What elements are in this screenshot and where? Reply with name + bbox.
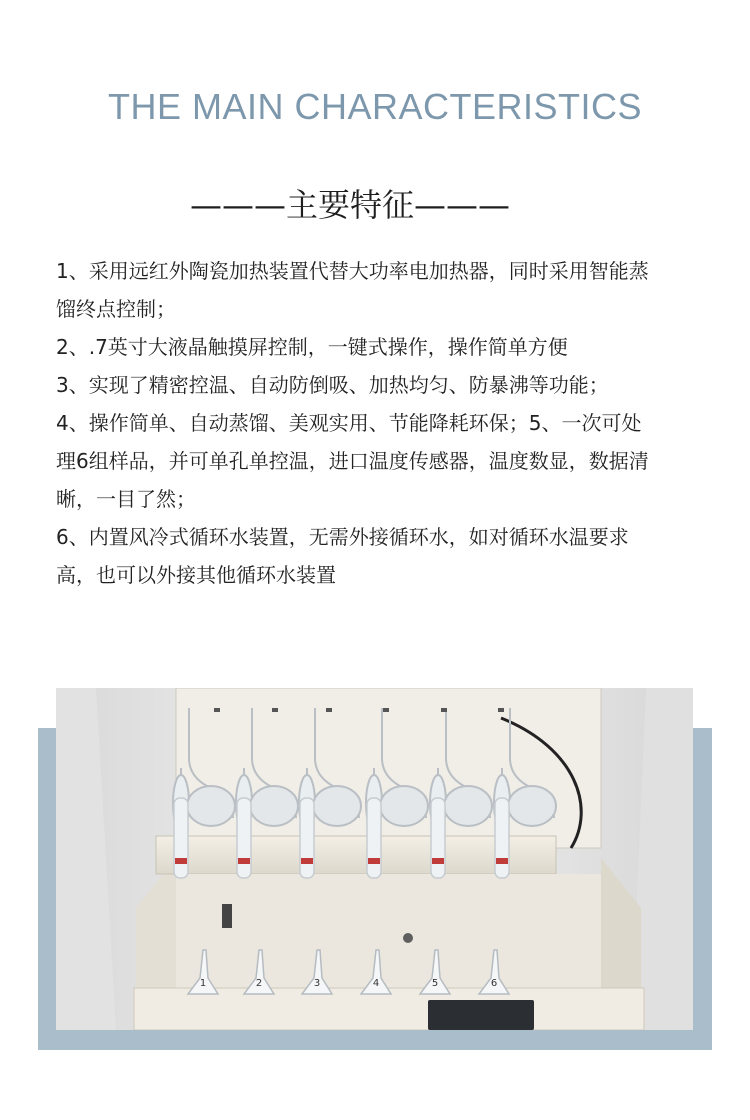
product-photo (56, 688, 693, 1030)
flask-label: 3 (313, 978, 321, 989)
title-cn: ———主要特征——— (189, 186, 510, 224)
feature-list (56, 252, 656, 594)
distillation-apparatus-illustration (56, 688, 693, 1030)
flask-label: 4 (372, 978, 380, 989)
flask-label: 5 (431, 978, 439, 989)
feature-item: 4、操作简单、自动蒸馏、美观实用、节能降耗环保；5、一次可处理6组样品，并可单孔单控温，进口温度传感器，温度数显，数据清晰，一目了然； (56, 411, 649, 511)
feature-item: 2、.7英寸大液晶触摸屏控制，一键式操作，操作简单方便 (56, 335, 568, 359)
flask-label: 1 (199, 978, 207, 989)
feature-item: 3、实现了精密控温、自动防倒吸、加热均匀、防暴沸等功能； (56, 373, 609, 397)
title-en: THE MAIN CHARACTERISTICS (107, 86, 643, 127)
feature-item: 6、内置风冷式循环水装置，无需外接循环水，如对循环水温要求高，也可以外接其他循环水装置 (56, 525, 629, 587)
flask-label: 6 (490, 978, 498, 989)
feature-item: 1、采用远红外陶瓷加热装置代替大功率电加热器，同时采用智能蒸馏终点控制； (56, 259, 649, 321)
flask-label: 2 (255, 978, 263, 989)
